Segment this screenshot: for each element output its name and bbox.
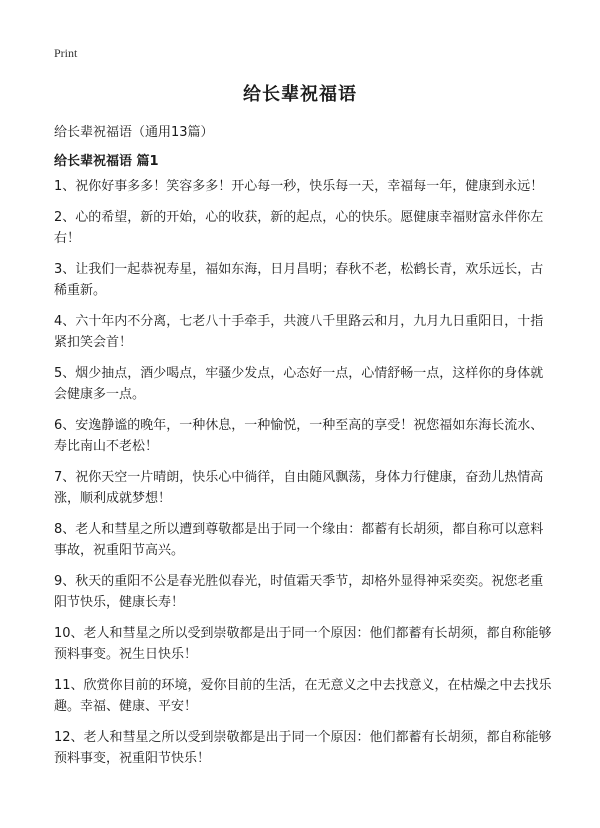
list-item: 10、老人和彗星之所以受到崇敬都是出于同一个原因：他们都蓄有长胡须，都自称能够预料事变。祝生日快乐！ [54, 626, 552, 662]
list-item: 8、老人和彗星之所以遭到尊敬都是出于同一个缘由：都蓄有长胡须，都自称可以意料事故，祝重阳节高兴。 [54, 522, 544, 558]
list-item: 9、秋天的重阳不公是春光胜似春光，时值霜天季节，却格外显得神采奕奕。祝您老重阳节快乐，健康长寿！ [54, 574, 544, 610]
list-item: 12、老人和彗星之所以受到崇敬都是出于同一个原因：他们都蓄有长胡须，都自称能够预料事变，祝重阳节快乐！ [54, 730, 552, 766]
list-item: 2、心的希望，新的开始，心的收获，新的起点，心的快乐。愿健康幸福财富永伴你左右！ [54, 210, 544, 246]
page-title: 给长辈祝福语 [243, 84, 357, 105]
blessing-list [54, 176, 554, 779]
page-subtitle: 给长辈祝福语（通用13篇） [54, 125, 214, 140]
list-item: 4、六十年内不分离，七老八十手牵手，共渡八千里路云和月，九月九日重阳日，十指紧扣笑会首！ [54, 314, 544, 350]
list-item: 11、欣赏你目前的环境，爱你目前的生活，在无意义之中去找意义，在枯燥之中去找乐趣。幸福、健康、平安！ [54, 678, 552, 714]
list-item: 1、祝你好事多多！笑容多多！开心每一秒，快乐每一天，幸福每一年，健康到永远！ [54, 179, 544, 194]
list-item: 5、烟少抽点，酒少喝点，牢骚少发点，心态好一点，心情舒畅一点，这样你的身体就会健康多一点。 [54, 366, 544, 402]
print-label: Print [54, 46, 78, 60]
list-item: 7、祝你天空一片晴朗，快乐心中徜徉，自由随风飘荡，身体力行健康，奋劲儿热情高涨，顺利成就梦想！ [54, 470, 544, 506]
list-item: 6、安逸静谧的晚年，一种休息，一种愉悦，一种至高的享受！祝您福如东海长流水、寿比南山不老松！ [54, 418, 544, 454]
section-heading: 给长辈祝福语 篇1 [54, 154, 159, 169]
list-item: 3、让我们一起恭祝寿星，福如东海，日月昌明；春秋不老，松鹤长青，欢乐远长，古稀重新。 [54, 262, 544, 298]
